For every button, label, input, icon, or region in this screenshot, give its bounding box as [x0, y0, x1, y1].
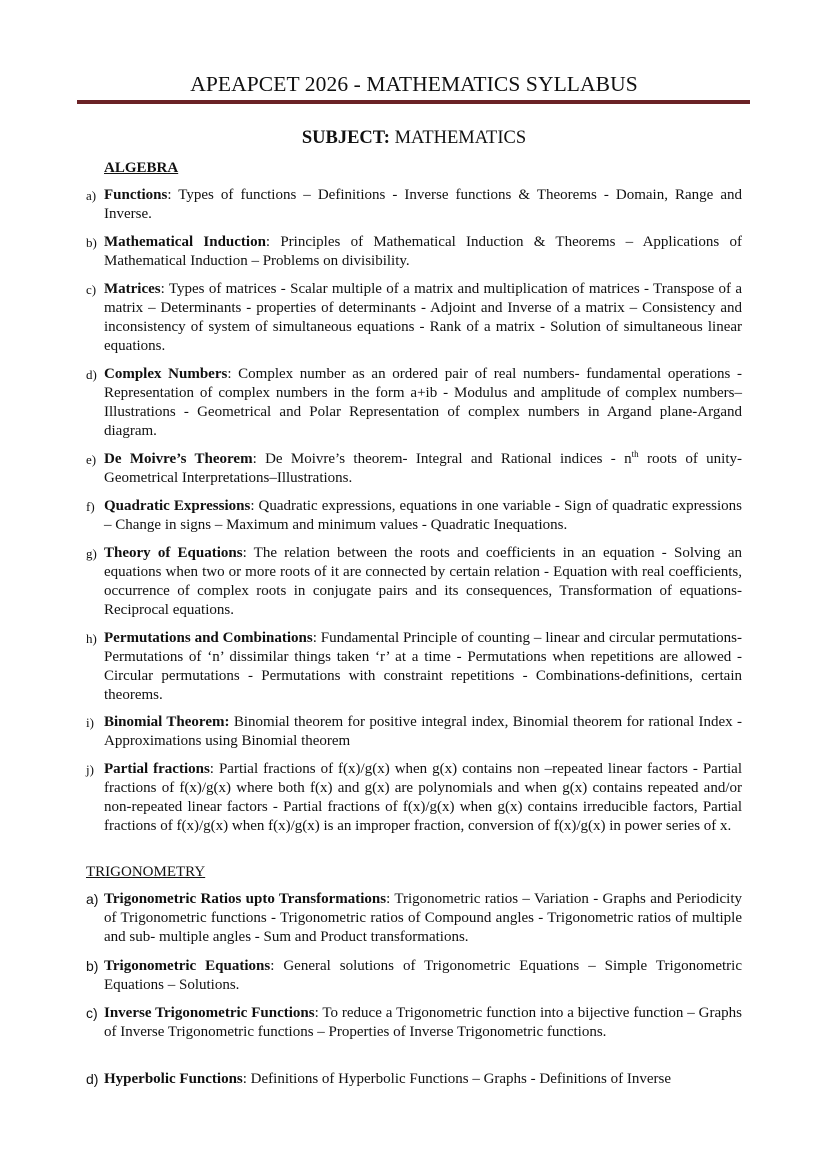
item-body: [104, 365, 742, 441]
item-title: Functions: [104, 187, 168, 203]
item-marker: h): [86, 631, 97, 646]
item-text: : Definitions of Hyperbolic Functions – Graphs - Definitions of Inverse: [242, 1071, 672, 1087]
item-title: Permutations and Combinations: [104, 630, 313, 646]
item-title: Hyperbolic Functions: [104, 1071, 243, 1087]
list-item: [86, 1004, 742, 1042]
item-text: : Fundamental Principle of counting – linear and circular permutations- Permutations of ‘n’ dissimilar things taken ‘r’ at a time - Permutations when repetitions are allowed - Circular permutations - Permutations with constraint repetitions - Combinations-definitions, certain theorems.: [104, 630, 743, 703]
item-title: Binomial Theorem:: [104, 714, 230, 730]
superscript: th: [631, 449, 639, 459]
item-text: : Quadratic expressions, equations in one variable - Sign of quadratic expressions – Change in signs – Maximum and minimum values - Quadratic Inequations.: [104, 498, 742, 533]
section-heading-algebra: ALGEBRA: [104, 160, 179, 176]
list-item: [86, 957, 742, 995]
list-item: [86, 544, 742, 620]
item-marker: b): [86, 958, 99, 974]
item-body: [104, 450, 742, 488]
item-title: De Moivre’s Theorem: [104, 451, 253, 467]
item-text: : The relation between the roots and coefficients in an equation - Solving an equations when two or more roots of it are connected by certain relation - Equation with real coefficients, occurrence of complex roots in conjugate pairs and its consequences, Transformation of equations- Reciprocal equations.: [104, 545, 742, 618]
item-text: : Partial fractions of f(x)/g(x) when g(x) contains non –repeated linear factors - Partial fractions of f(x)/g(x) where both f(x) and g(x) are polynomials and when g(x) contains repeated and/or non-repeated linear factors - Partial fractions of f(x)/g(x) when g(x) contains irreducible factors, Partial fractions of f(x)/g(x) when f(x)/g(x) is an improper fraction, conversion of f(x)/g(x) in power series of x.: [104, 761, 742, 834]
list-item: [86, 713, 742, 751]
list-item: [86, 186, 742, 224]
item-marker: f): [86, 499, 95, 514]
item-marker: i): [86, 715, 94, 730]
item-marker: a): [86, 891, 99, 907]
item-title: Mathematical Induction: [104, 234, 266, 250]
item-marker: e): [86, 452, 97, 467]
item-body: [104, 497, 742, 535]
item-title: Partial fractions: [104, 761, 210, 777]
item-body: [104, 890, 742, 947]
list-item: [86, 890, 742, 947]
item-title: Matrices: [104, 281, 161, 297]
item-marker: c): [86, 282, 97, 297]
item-body: [104, 233, 742, 271]
item-body: [104, 760, 742, 836]
title-divider: [77, 100, 750, 104]
list-item: [86, 760, 742, 836]
item-marker: d): [86, 1071, 99, 1087]
item-title: Trigonometric Equations: [104, 958, 271, 974]
list-item: [86, 497, 742, 535]
section-heading-trigonometry: TRIGONOMETRY: [86, 864, 206, 880]
subject-heading: [0, 128, 828, 149]
item-body: [104, 1070, 758, 1089]
subject-label: SUBJECT:: [301, 128, 390, 148]
item-text: Binomial theorem for positive integral index, Binomial theorem for rational Index - Approximations using Binomial theorem: [104, 714, 742, 749]
item-text: : Principles of Mathematical Induction & Theorems – Applications of Mathematical Induction – Problems on divisibility.: [104, 234, 742, 269]
item-text: roots of unity- Geometrical Interpretations–Illustrations.: [104, 451, 742, 486]
list-item: [86, 629, 742, 705]
item-marker: c): [86, 1005, 98, 1021]
item-body: [104, 544, 742, 620]
list-item: [86, 365, 742, 441]
item-marker: d): [86, 367, 97, 382]
item-text: : Types of functions – Definitions - Inverse functions & Theorems - Domain, Range and Inverse.: [104, 187, 742, 222]
item-text: : Types of matrices - Scalar multiple of a matrix and multiplication of matrices - Transpose of a matrix – Determinants - properties of determinants - Adjoint and Inverse of a matrix – Consistency and inconsistency of system of simultaneous equations - Rank of a matrix - Solution of simultaneous linear equations.: [104, 281, 742, 354]
list-item: [86, 450, 742, 488]
item-text: : Complex number as an ordered pair of real numbers- fundamental operations - Representation of complex numbers in the form a+ib - Modulus and amplitude of complex numbers–Illustrations - Geometrical and Polar Representation of complex numbers in Argand plane-Argand diagram.: [104, 366, 742, 439]
item-body: [104, 957, 742, 995]
page-title: APEAPCET 2026 - MATHEMATICS SYLLABUS: [190, 72, 638, 96]
item-text: : General solutions of Trigonometric Equations – Simple Trigonometric Equations – Solutions.: [104, 958, 742, 993]
item-title: Trigonometric Ratios upto Transformations: [104, 891, 387, 907]
item-body: [104, 1004, 742, 1042]
item-title: Theory of Equations: [104, 545, 243, 561]
item-body: [104, 713, 742, 751]
item-title: Quadratic Expressions: [104, 498, 251, 514]
item-marker: j): [86, 762, 94, 777]
list-item: [86, 233, 742, 271]
item-title: Complex Numbers: [104, 366, 228, 382]
item-marker: b): [86, 235, 97, 250]
item-title: Inverse Trigonometric Functions: [104, 1005, 315, 1021]
item-text: : De Moivre’s theorem- Integral and Rational indices - n: [252, 451, 632, 467]
list-item: [86, 280, 742, 356]
item-text: : To reduce a Trigonometric function into a bijective function – Graphs of Inverse Trigonometric functions – Properties of Inverse Trigonometric functions.: [104, 1005, 742, 1040]
item-body: [104, 186, 742, 224]
item-marker: g): [86, 546, 97, 561]
item-text: : Trigonometric ratios – Variation - Graphs and Periodicity of Trigonometric functions - Trigonometric ratios of Compound angles - Trigonometric ratios of multiple and sub- multiple angles - Sum and Product transformations.: [104, 891, 742, 945]
item-body: [104, 280, 742, 356]
list-item: [86, 1070, 758, 1089]
item-marker: a): [86, 188, 97, 203]
subject-value: MATHEMATICS: [389, 128, 527, 148]
item-body: [104, 629, 742, 705]
